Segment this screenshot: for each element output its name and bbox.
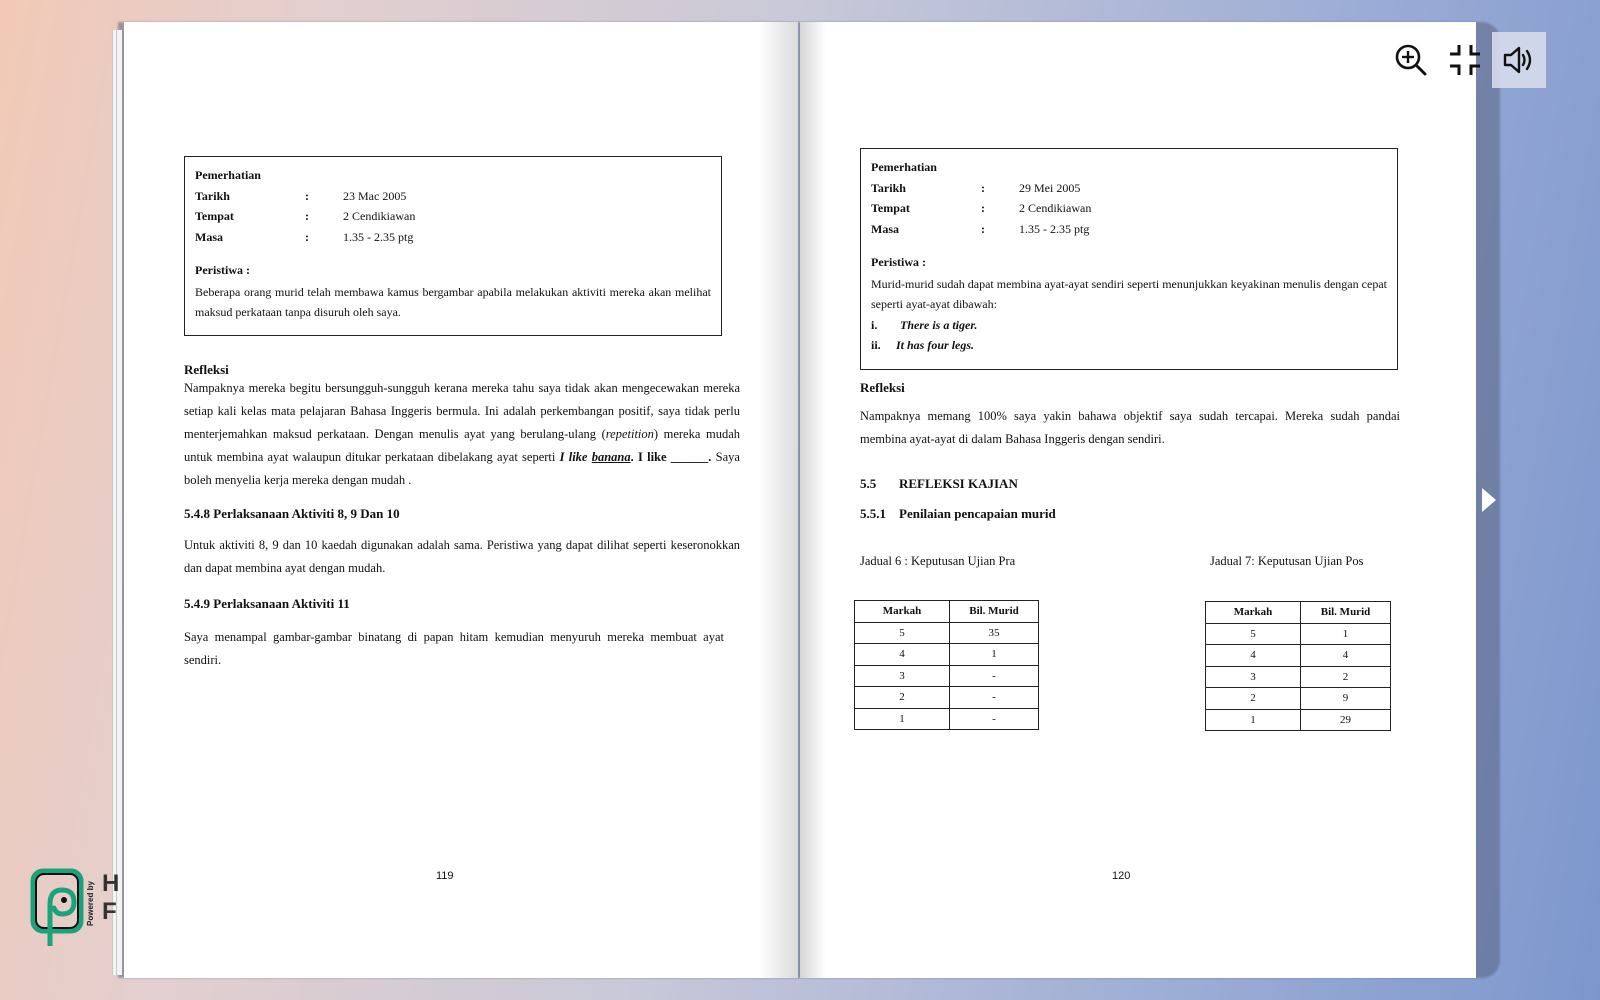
page-number: 120 (1112, 870, 1131, 882)
box-row: Tempat : 2 Cendikiawan (195, 209, 416, 223)
table-row: 3 - (855, 665, 1039, 687)
table-row: 2 - (855, 687, 1039, 709)
event-text: Murid-murid sudah dapat membina ayat-ayat sendiri seperti menunjukkan keyakinan menulis dengan cepat seperti ayat-ayat dibawah: (871, 276, 1387, 311)
box-heading: Pemerhatian (871, 160, 937, 174)
refleksi-text: Nampaknya memang 100% saya yakin bahawa objektif saya sudah tercapai. Mereka sudah pandai membina ayat-ayat di dalam Bahasa Inggeris dengan sendiri. (860, 409, 1400, 446)
sound-icon (1502, 45, 1536, 75)
observation-box (860, 148, 1398, 370)
caret-right-icon (1478, 484, 1498, 516)
section-548-text: Untuk aktiviti 8, 9 dan 10 kaedah digunakan adalah sama. Peristiwa yang dapat dilihat seperti keseronokkan dan dapat membina ayat dengan mudah. (184, 538, 740, 575)
box-row: Masa : 1.35 - 2.35 ptg (871, 221, 1090, 236)
table-row: 5 35 (855, 622, 1039, 644)
table-header-row: Markah Bil. Murid (1206, 602, 1391, 624)
left-page (124, 22, 798, 978)
table-row: 5 1 (1206, 623, 1391, 645)
brand-logo[interactable] (30, 868, 88, 951)
table-row: 2 9 (1206, 688, 1391, 710)
next-page-button[interactable] (1478, 484, 1498, 516)
exit-fullscreen-icon (1448, 43, 1482, 77)
table-row: 1 29 (1206, 709, 1391, 731)
example-item: i. There is a tiger. (871, 317, 978, 332)
section-549-text: Saya menampal gambar-gambar binatang di papan hitam kemudian menyuruh mereka membuat ayat sendiri. (184, 630, 724, 667)
section-551-title: 5.5.1 Penilaian pencapaian murid (860, 506, 1056, 521)
refleksi-title: Refleksi (860, 380, 905, 395)
gutter-shadow (758, 22, 798, 978)
viewer-toolbar (1384, 32, 1546, 88)
event-label: Peristiwa : (195, 263, 250, 277)
section-549-title: 5.4.9 Perlaksanaan Aktiviti 11 (184, 596, 350, 611)
powered-by-label: Powered by (86, 881, 95, 926)
refleksi-title: Refleksi (184, 362, 229, 377)
zoom-in-button[interactable] (1384, 32, 1438, 88)
table-row: 1 - (855, 708, 1039, 730)
page-stack-edge (116, 30, 122, 975)
box-heading: Pemerhatian (195, 168, 261, 182)
gutter-shadow (800, 22, 826, 978)
table7-caption: Jadual 7: Keputusan Ujian Pos (1210, 554, 1364, 568)
refleksi-text: Nampaknya mereka begitu bersungguh-sungguh kerana mereka tahu saya tidak akan mengecewakan mereka setiap kali kelas mata pelajaran Bahasa Inggeris bermula. Ini adalah perkembangan positif, saya tidak perlu menterjemahkan maksud perkataan. Dengan menulis ayat yang berulang-ulang (repetition) mereka mudah untuk membina ayat walaupun ditukar perkataan dibelakang ayat seperti I like banana. I like ______. Saya boleh menyelia kerja mereka dengan mudah . (184, 381, 740, 487)
zoom-in-icon (1394, 43, 1428, 77)
example-item: ii. It has four legs. (871, 338, 975, 352)
observation-box (184, 156, 722, 336)
brand-name-fragment: H F (102, 870, 120, 925)
parrot-logo-icon (30, 868, 88, 946)
table-header-row: Markah Bil. Murid (855, 601, 1039, 623)
table6 (854, 600, 1039, 730)
box-row: Tarikh : 29 Mei 2005 (871, 180, 1081, 195)
sound-button[interactable] (1492, 32, 1546, 88)
section-55-title: 5.5 REFLEKSI KAJIAN (860, 476, 1018, 491)
box-row: Tarikh : 23 Mac 2005 (195, 188, 407, 203)
section-548-title: 5.4.8 Perlaksanaan Aktiviti 8, 9 Dan 10 (184, 506, 400, 521)
event-label: Peristiwa : (871, 255, 926, 269)
event-text: Beberapa orang murid telah membawa kamus bergambar apabila melakukan aktiviti mereka akan melihat maksud perkataan tanpa disuruh oleh saya. (195, 284, 711, 319)
table-row: 4 1 (855, 644, 1039, 666)
table7 (1205, 601, 1391, 731)
right-page (800, 22, 1476, 978)
table6-caption: Jadual 6 : Keputusan Ujian Pra (860, 554, 1016, 568)
box-row: Masa : 1.35 - 2.35 ptg (195, 229, 414, 244)
exit-fullscreen-button[interactable] (1438, 32, 1492, 88)
table-row: 4 4 (1206, 645, 1391, 667)
page-number: 119 (436, 870, 454, 882)
table-row: 3 2 (1206, 666, 1391, 688)
box-row: Tempat : 2 Cendikiawan (871, 201, 1092, 215)
